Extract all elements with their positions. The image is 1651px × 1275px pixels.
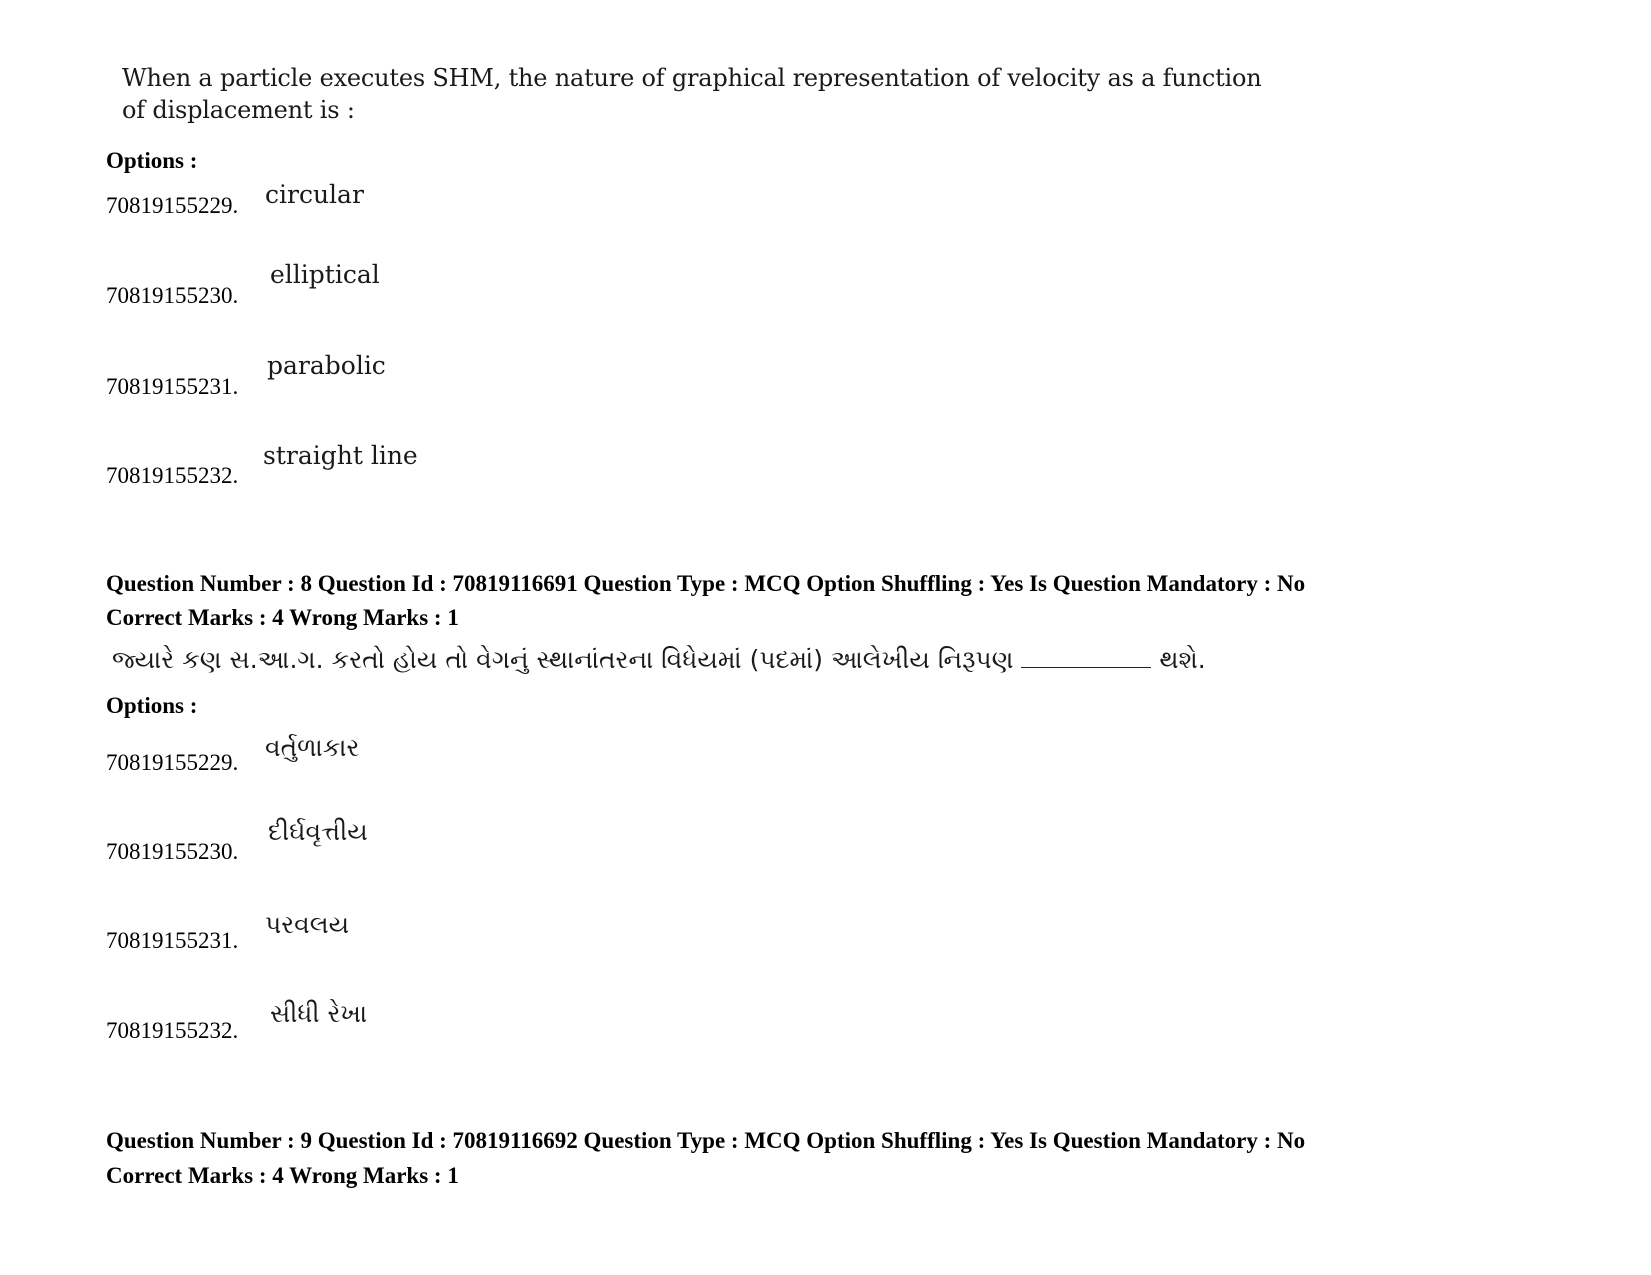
option-id: 70819155232. [106, 1018, 239, 1043]
option-id: 70819155231. [106, 928, 239, 953]
fill-in-blank [1021, 667, 1151, 668]
option-text: પરવલય [265, 910, 350, 939]
option-id: 70819155230. [106, 839, 239, 864]
option-text: સીધી રેખા [270, 999, 368, 1028]
question-text-line-2: of displacement is : [122, 96, 355, 124]
question-marks: Correct Marks : 4 Wrong Marks : 1 [106, 605, 459, 630]
option-text: circular [265, 180, 364, 209]
question-text-after-blank: થશે. [1159, 645, 1206, 674]
option-id: 70819155230. [106, 283, 239, 308]
question-meta-line-1: Question Number : 8 Question Id : 70819116691 Question Type : MCQ Option Shuffling : Yes Is Question Mandatory : No [106, 571, 1306, 596]
question-text-before-blank: જ્યારે કણ સ.આ.ગ. કરતો હોય તો વેગનું સ્થાનાંતરના વિધેયમાં (પદમાં) આલેખીય નિરૂપણ [112, 645, 1014, 674]
option-text: straight line [263, 441, 418, 470]
option-text: દીર્ઘવૃત્તીય [268, 817, 368, 846]
question-text-line-1: When a particle executes SHM, the nature of graphical representation of velocity as a function [122, 64, 1262, 92]
option-text: elliptical [270, 260, 380, 289]
option-id: 70819155229. [106, 750, 239, 775]
option-id: 70819155229. [106, 193, 239, 218]
question-marks: Correct Marks : 4 Wrong Marks : 1 [106, 1163, 459, 1188]
options-label: Options : [106, 148, 198, 173]
question-text-gujarati [112, 645, 1206, 675]
option-text: વર્તુળાકાર [265, 733, 360, 762]
option-text: parabolic [267, 351, 386, 380]
option-id: 70819155232. [106, 463, 239, 488]
options-label: Options : [106, 693, 198, 718]
question-meta-line-1: Question Number : 9 Question Id : 70819116692 Question Type : MCQ Option Shuffling : Yes Is Question Mandatory : No [106, 1128, 1306, 1153]
option-id: 70819155231. [106, 374, 239, 399]
